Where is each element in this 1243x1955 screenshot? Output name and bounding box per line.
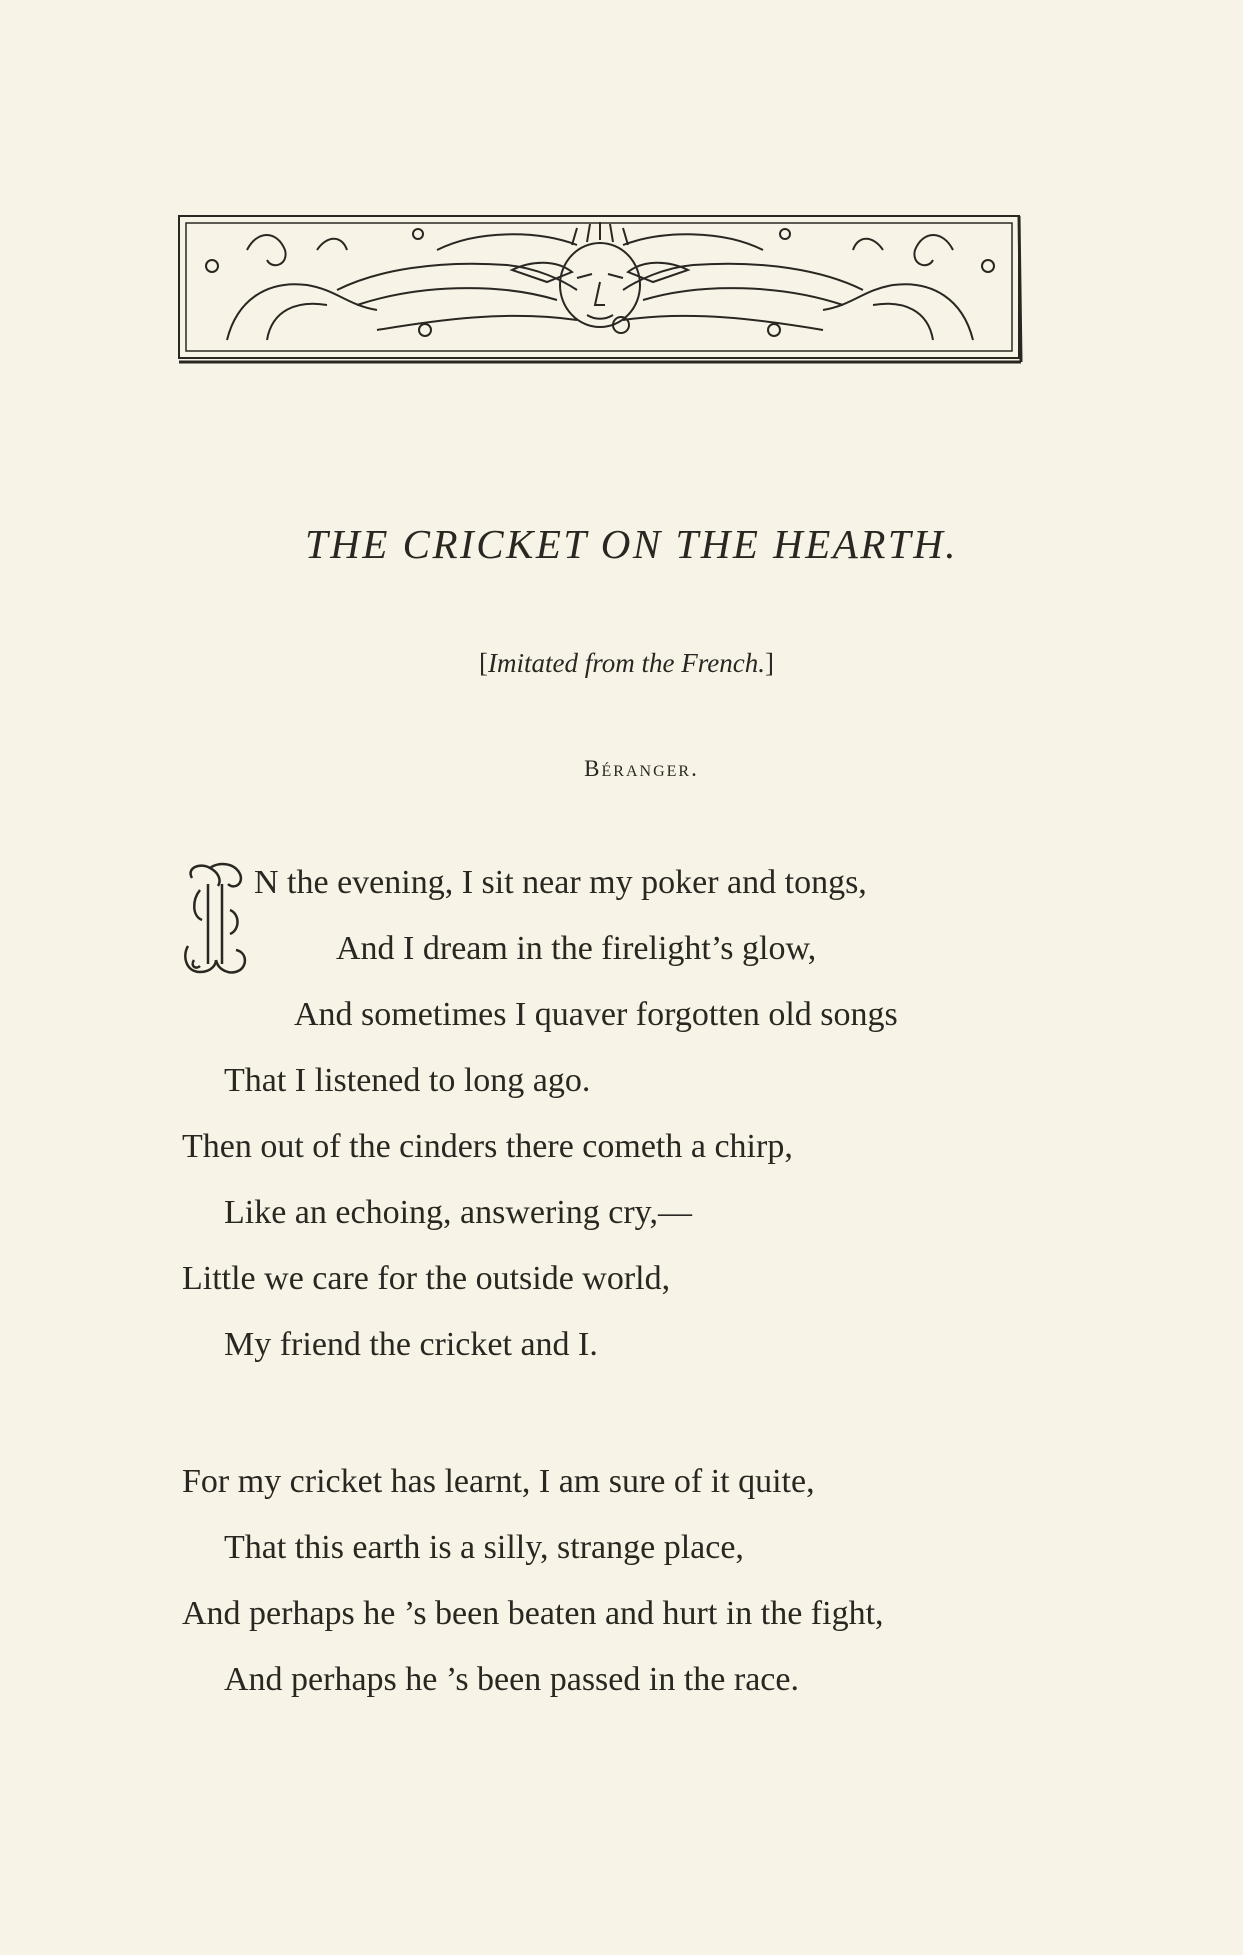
verse-line-8: My friend the cricket and I. bbox=[224, 1326, 598, 1363]
verse-line-1: N the evening, I sit near my poker and tongs, bbox=[254, 864, 867, 901]
verse-line-12: And perhaps he ’s been passed in the race. bbox=[224, 1661, 799, 1698]
verse-line-5: Then out of the cinders there cometh a chirp, bbox=[182, 1128, 793, 1165]
verse-line-3: And sometimes I quaver forgotten old songs bbox=[294, 996, 898, 1033]
subtitle-close-bracket: ] bbox=[764, 648, 774, 678]
poem-author: Béranger. bbox=[584, 756, 699, 781]
verse-line-7: Little we care for the outside world, bbox=[182, 1260, 671, 1297]
ornamental-headpiece bbox=[177, 210, 1023, 365]
verse-line-6: Like an echoing, answering cry,— bbox=[224, 1194, 692, 1231]
ornamental-drop-cap bbox=[178, 860, 254, 984]
verse-line-4: That I listened to long ago. bbox=[224, 1062, 591, 1099]
subtitle-text: Imitated from the French. bbox=[488, 648, 765, 678]
verse-line-9: For my cricket has learnt, I am sure of it quite, bbox=[182, 1463, 815, 1500]
subtitle-open-bracket: [ bbox=[479, 648, 489, 678]
verse-line-2: And I dream in the firelight’s glow, bbox=[336, 930, 817, 967]
verse-line-10: That this earth is a silly, strange place, bbox=[224, 1529, 744, 1566]
poem-title: THE CRICKET ON THE HEARTH. bbox=[304, 521, 959, 567]
poem-subtitle bbox=[0, 648, 1243, 679]
verse-line-11: And perhaps he ’s been beaten and hurt in the fight, bbox=[182, 1595, 884, 1632]
